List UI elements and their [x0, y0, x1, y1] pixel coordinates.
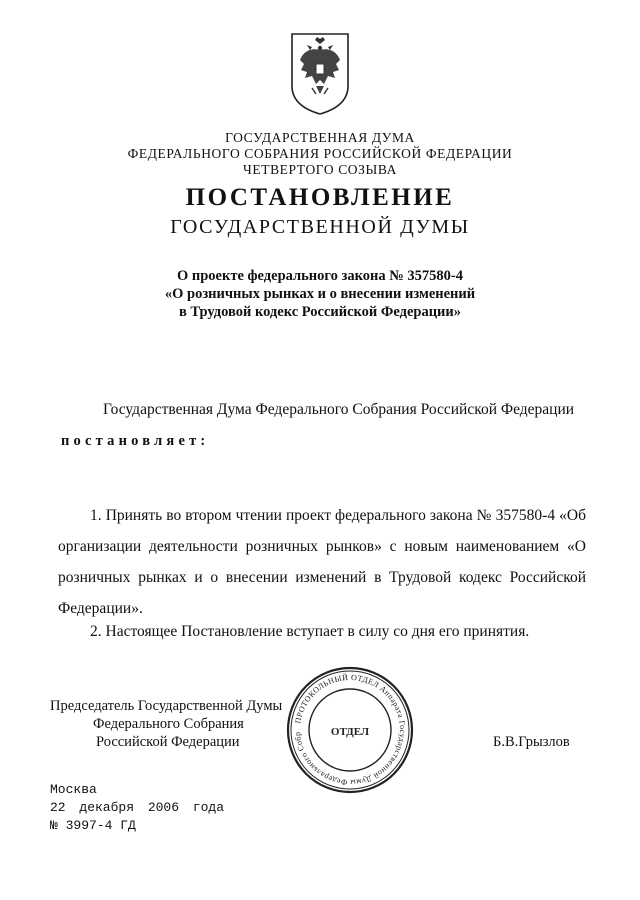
stamp-inner-label: ОТДЕЛ [330, 726, 370, 738]
city: Москва [50, 782, 97, 797]
document-subtitle: ГОСУДАРСТВЕННОЙ ДУМЫ [170, 216, 470, 238]
signatory-position-line-2: Федерального Собрания [93, 716, 244, 732]
subject-line-3: в Трудовой кодекс Российской Федерации» [178, 304, 462, 320]
signatory-position-line-1: Председатель Государственной Думы [50, 698, 283, 714]
org-line-1: ГОСУДАРСТВЕННАЯ ДУМА [225, 130, 415, 145]
official-stamp-icon [285, 665, 415, 795]
document-date: 22 декабря 2006 года [50, 800, 225, 815]
coat-of-arms-icon [288, 30, 352, 116]
document-title: ПОСТАНОВЛЕНИЕ [185, 184, 455, 211]
svg-text:ПРОТОКОЛЬНЫЙ ОТДЕЛ Аппарата Го: ПРОТОКОЛЬНЫЙ ОТДЕЛ Аппарата Государственной Думы Федерального Собр [292, 672, 408, 788]
resolution-item-2: 2. Настоящее Постановление вступает в силу со дня его принятия. [90, 623, 530, 640]
subject-line-1: О проекте федерального закона № 357580-4 [176, 268, 464, 284]
resolution-item-1: 1. Принять во втором чтении проект федерального закона № 357580-4 «Об организации деятельности розничных рынков» с новым наименованием «О розничных рынках и о внесении изменений в Трудовой кодекс Российской Федерации». [58, 507, 586, 617]
subject-line-2: «О розничных рынках и о внесении изменений [164, 286, 476, 302]
signatory-name: Б.В.Грызлов [493, 734, 570, 750]
preamble: Государственная Дума Федерального Собрания Российской Федерации [103, 401, 575, 418]
signatory-position-line-3: Российской Федерации [96, 734, 240, 750]
document-number: № 3997-4 ГД [50, 818, 136, 833]
org-line-3: ЧЕТВЕРТОГО СОЗЫВА [243, 162, 397, 177]
resolves-keyword: постановляет: [61, 433, 210, 449]
org-line-2: ФЕДЕРАЛЬНОГО СОБРАНИЯ РОССИЙСКОЙ ФЕДЕРАЦИИ [127, 146, 513, 161]
